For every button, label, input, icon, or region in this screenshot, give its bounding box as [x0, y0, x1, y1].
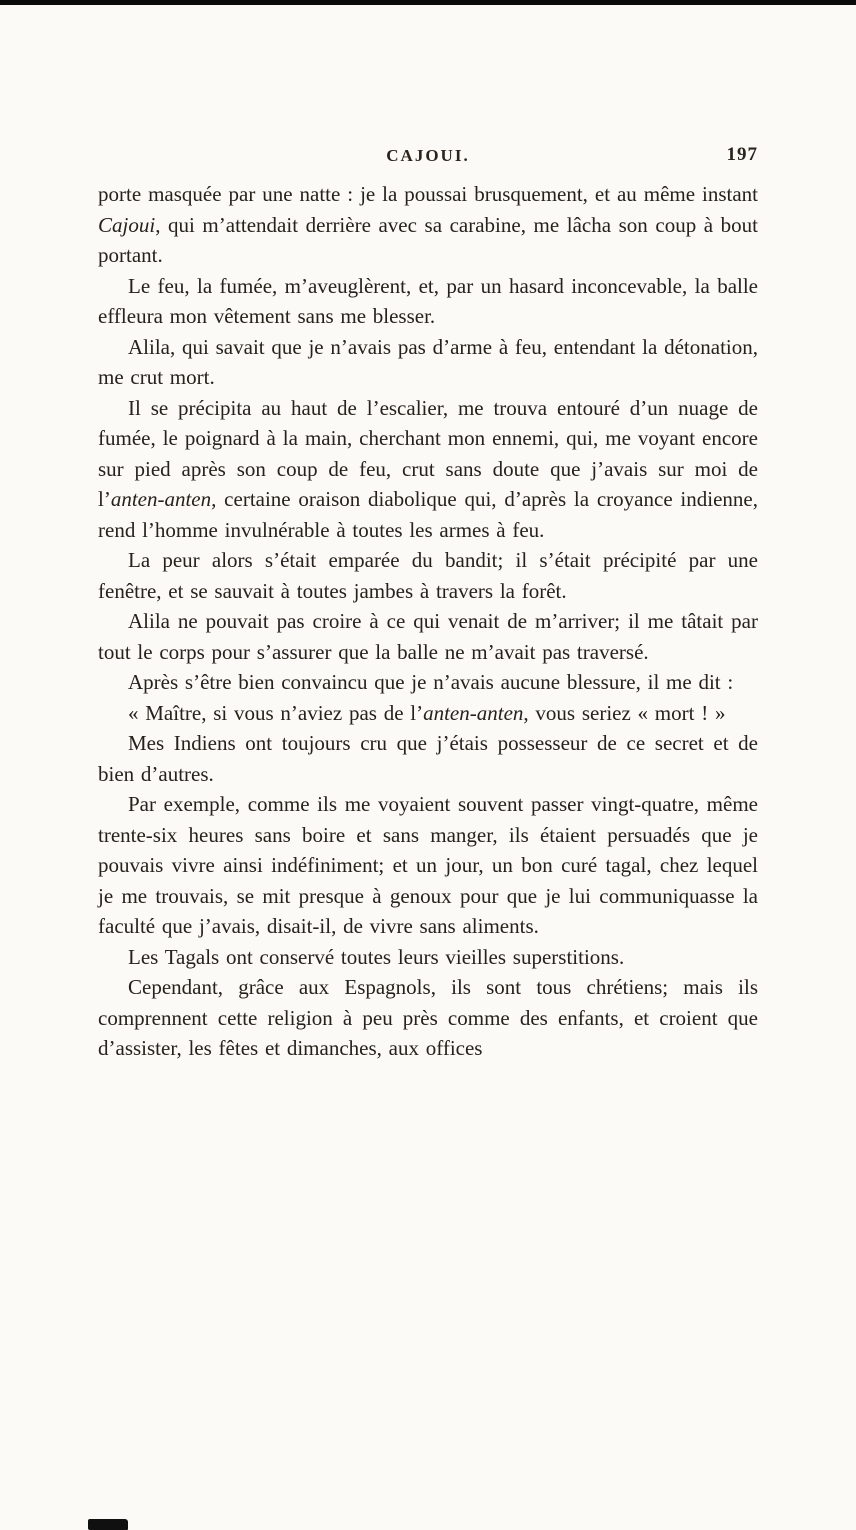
paragraph [98, 179, 758, 271]
scan-artifact-bottom-left [88, 1519, 128, 1530]
paragraph [98, 271, 758, 332]
text-block [98, 179, 758, 1064]
paragraph [98, 393, 758, 546]
body-text: Alila, qui savait que je n’avais pas d’arme à feu, entendant la détonation, me crut mort. [98, 334, 758, 389]
paragraph [98, 606, 758, 667]
body-text: La peur alors s’était emparée du bandit; il s’était précipité par une fenêtre, et se sauvait à toutes jambes à travers la forêt. [98, 548, 758, 603]
body-text: certaine oraison diabolique qui, d’après la croyance indienne, rend l’homme invulnérable à toutes les armes à feu. [98, 487, 758, 542]
paragraph [98, 332, 758, 393]
page-number: 197 [726, 144, 758, 165]
body-text: , vous seriez « mort ! » [523, 700, 726, 725]
body-text: Il se précipita au haut de l’escalier, me trouva entouré d’un nuage de fumée, le poignard à la main, cherchant mon ennemi, qui, me voyant encore sur pied après son coup de feu, crut sans doute que j’avais sur moi de l’ [98, 395, 758, 511]
body-text: Par exemple, comme ils me voyaient souvent passer vingt-quatre, même trente-six heures sans boire et sans manger, ils étaient persuadés que je pouvais vivre ainsi indéfiniment; et un jour, un bon curé tagal, chez lequel je me trouvais, se mit presque à genoux pour que je lui communiquasse la faculté que j’avais, disait-il, de vivre sans aliments. [98, 792, 758, 938]
italic-text: Cajoui [98, 212, 156, 237]
body-text: Après s’être bien convaincu que je n’avais aucune blessure, il me dit : [128, 670, 734, 694]
running-title: CAJOUI. [386, 146, 470, 165]
body-text: , qui m’attendait derrière avec sa carabine, me lâcha son coup à bout portant. [98, 212, 758, 267]
body-text: Le feu, la fumée, m’aveuglèrent, et, par un hasard inconcevable, la balle effleura mon vêtement sans me blesser. [98, 273, 758, 328]
body-text: Alila ne pouvait pas croire à ce qui venait de m’arriver; il me tâtait par tout le corps pour s’assurer que la balle ne m’avait pas traversé. [98, 609, 758, 664]
paragraph [98, 698, 758, 729]
body-text: Cependant, grâce aux Espagnols, ils sont tous chrétiens; mais ils comprennent cette religion à peu près comme des enfants, et croient que d’assister, les fêtes et dimanches, aux offices [98, 975, 758, 1060]
paragraph [98, 972, 758, 1064]
page-header [98, 146, 758, 172]
body-text: Les Tagals ont conservé toutes leurs vieilles superstitions. [128, 944, 625, 969]
body-text: Mes Indiens ont toujours cru que j’étais possesseur de ce secret et de bien d’autres. [98, 731, 758, 786]
italic-text: anten-anten [423, 700, 524, 725]
body-text: porte masquée par une natte : je la poussai brusquement, et au même instant [98, 182, 758, 206]
scan-artifact-top [0, 0, 856, 5]
paragraph [98, 942, 758, 973]
body-text: « Maître, si vous n’aviez pas de l’ [128, 700, 424, 725]
paragraph [98, 545, 758, 606]
paragraph [98, 728, 758, 789]
paragraph [98, 789, 758, 942]
paragraph [98, 667, 758, 698]
italic-text: anten-anten, [110, 487, 217, 511]
